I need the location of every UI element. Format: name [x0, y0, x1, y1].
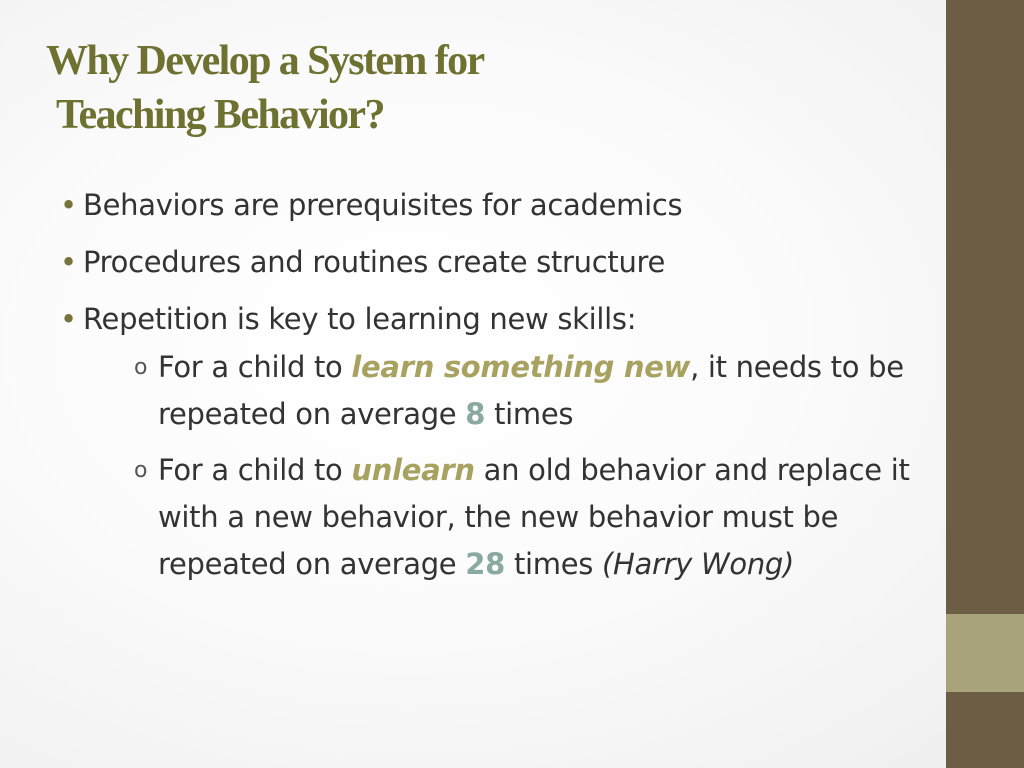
title-line-2: Teaching Behavior? — [56, 92, 384, 138]
slide-body — [60, 186, 920, 597]
sub-text-post: times — [485, 397, 574, 431]
sub-bullet-item — [134, 344, 920, 438]
decorative-sidebar-accent — [946, 614, 1024, 692]
bullet-item — [60, 243, 920, 281]
highlight-number: 8 — [465, 397, 486, 431]
emphasis-text: learn something new — [351, 350, 691, 384]
sub-text-mid: , it needs to be repeated on average — [158, 350, 904, 431]
sub-text-pre: For a child to — [158, 350, 352, 384]
bullet-text: Repetition is key to learning new skills: — [83, 302, 637, 336]
bullet-text: Behaviors are prerequisites for academics — [83, 188, 683, 222]
bullet-item — [60, 186, 920, 224]
sub-bullet-marker: o — [134, 458, 148, 483]
sub-text-pre: For a child to — [158, 453, 352, 487]
bullet-text: Procedures and routines create structure — [83, 245, 666, 279]
bullet-marker: • — [60, 302, 77, 336]
highlight-number: 28 — [465, 547, 506, 581]
slide-title — [46, 34, 926, 142]
citation-text: (Harry Wong) — [602, 547, 795, 581]
title-line-1: Why Develop a System for — [46, 38, 484, 84]
sub-text-mid: an old behavior and replace it with a new behavior, the new behavior must be repeated on average — [158, 453, 910, 581]
bullet-marker: • — [60, 188, 77, 222]
sub-bullet-marker: o — [134, 355, 148, 380]
bullet-marker: • — [60, 245, 77, 279]
emphasis-text: unlearn — [351, 453, 475, 487]
sub-text-post: times — [505, 547, 602, 581]
bullet-item — [60, 300, 920, 338]
sub-bullet-item — [134, 447, 920, 588]
